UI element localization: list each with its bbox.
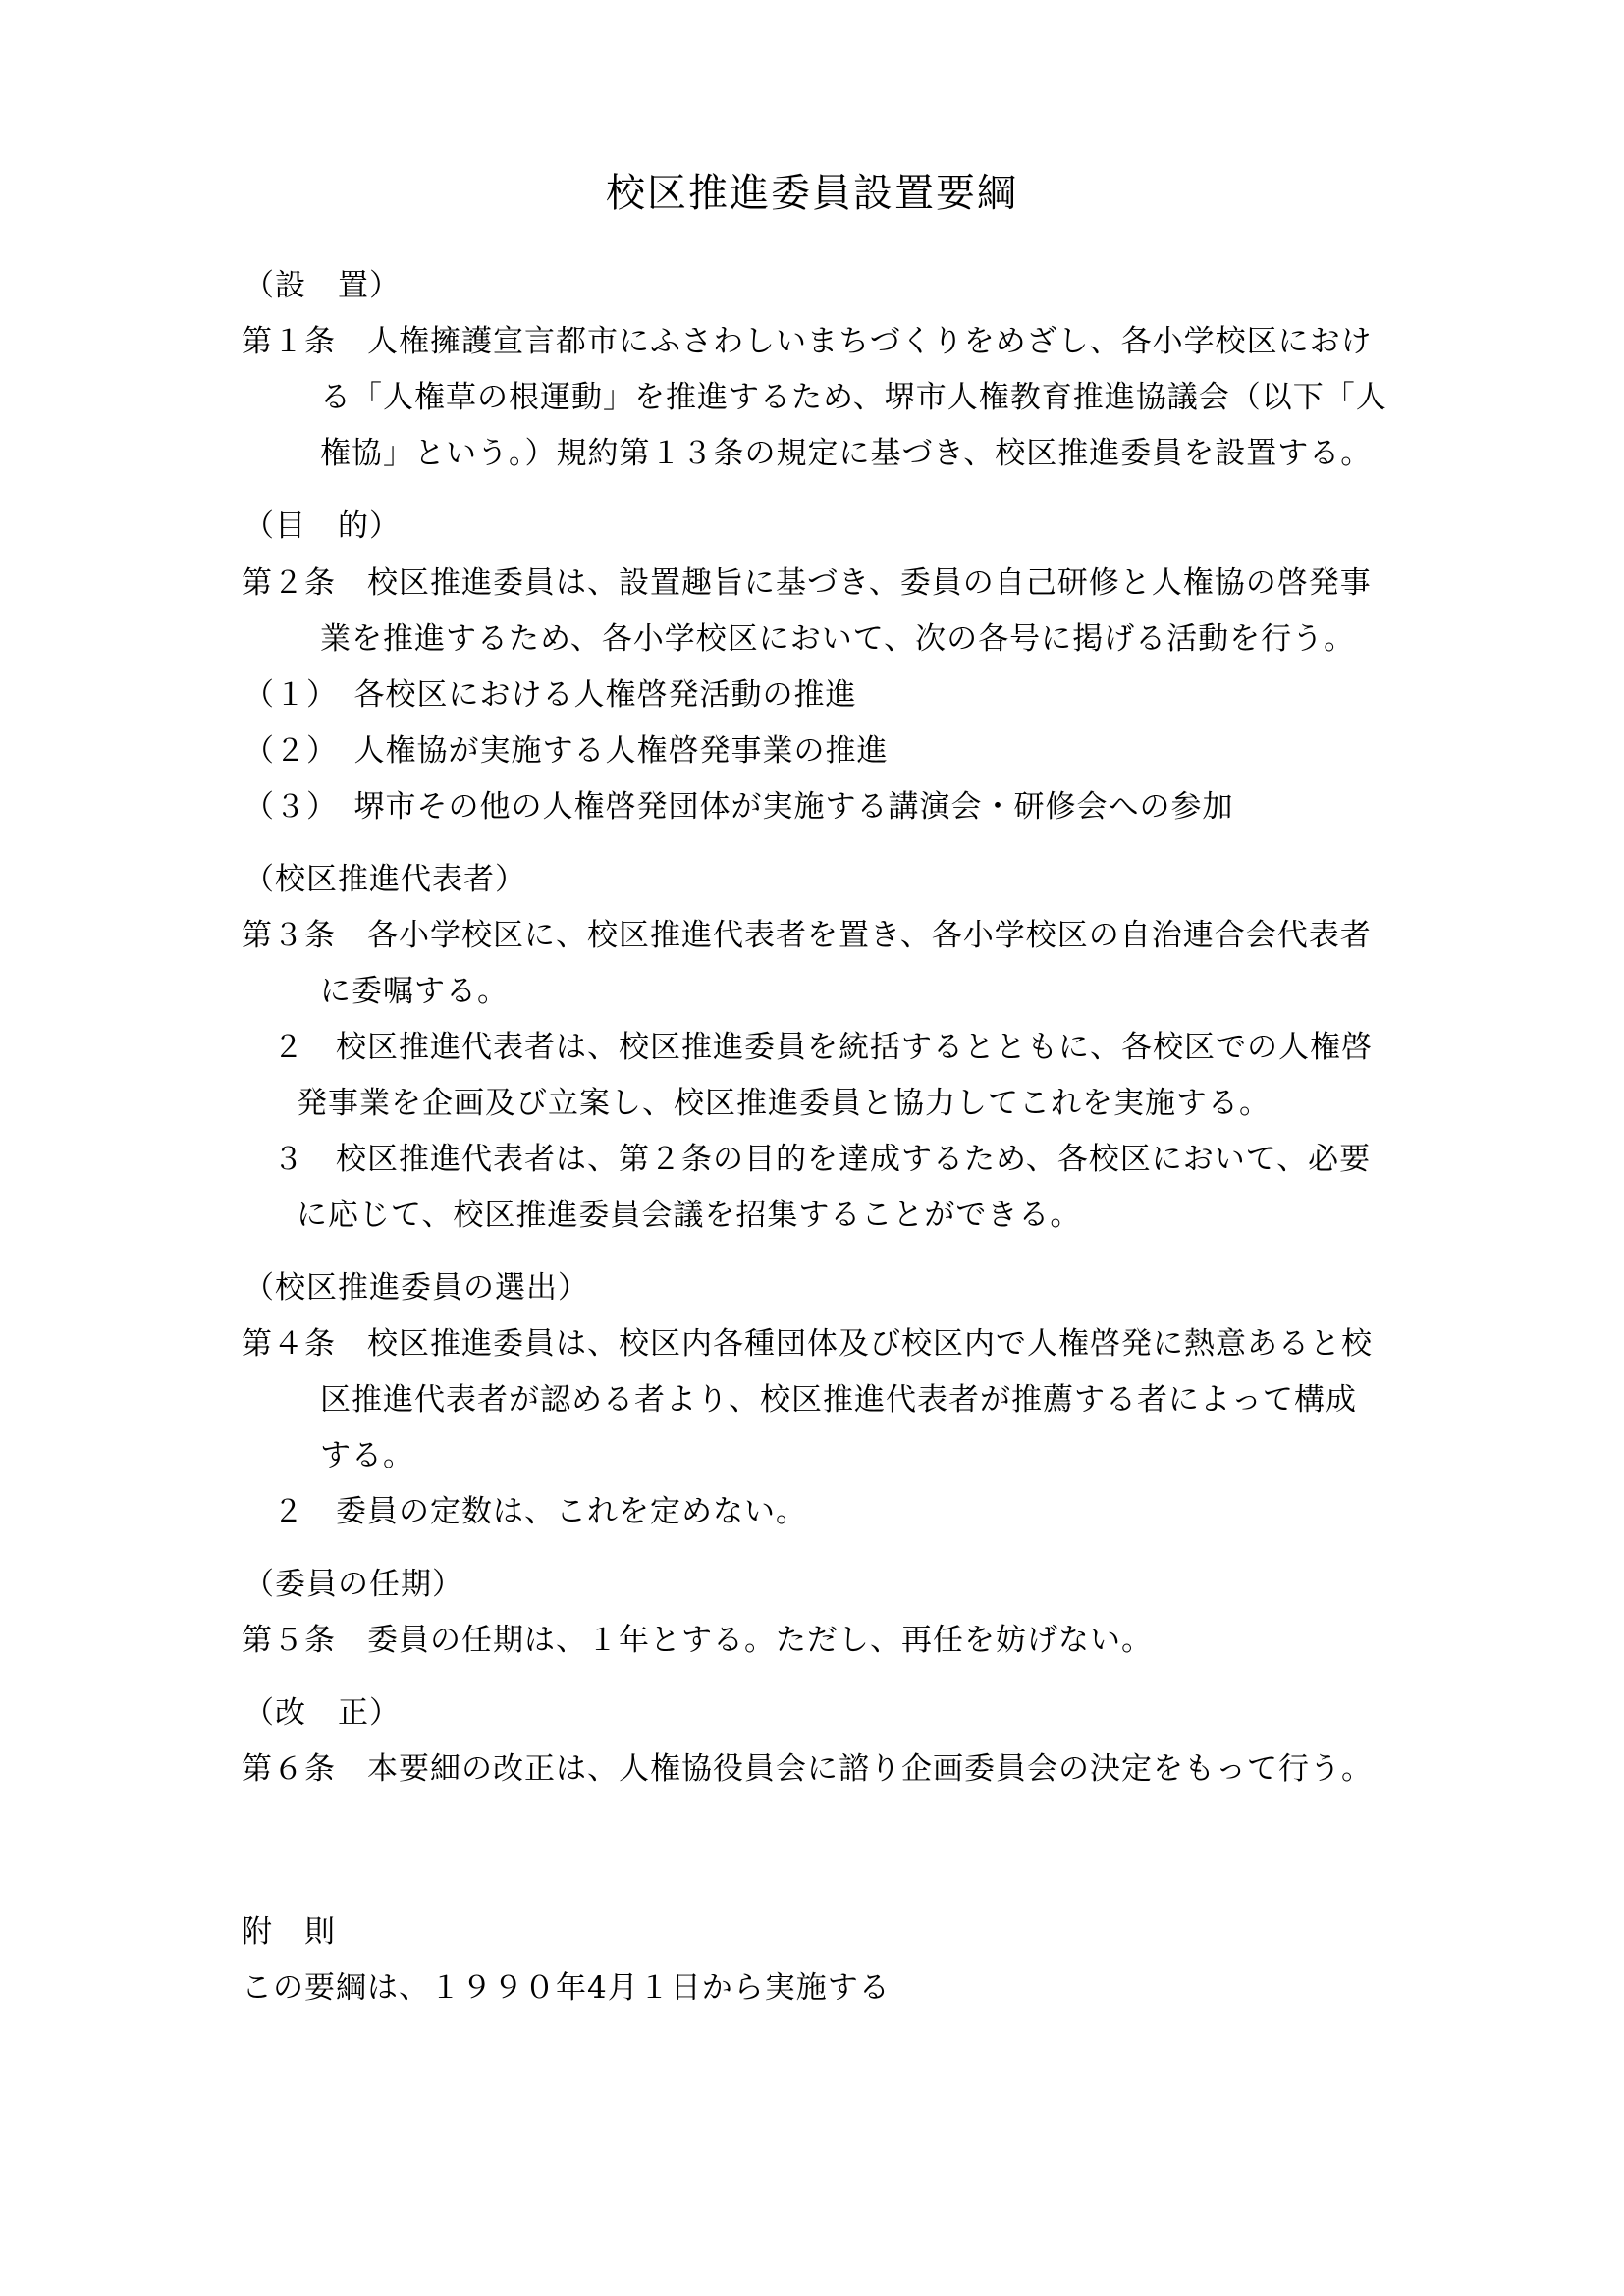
article4-heading: （校区推進委員の選出）: [244, 1270, 589, 1306]
article6-heading: （改 正）: [244, 1695, 401, 1731]
document-title: 校区推進委員設置要綱: [606, 171, 1018, 216]
article2-heading: （目 的）: [244, 508, 401, 544]
article4-line-3: する。: [320, 1438, 414, 1473]
article1-line-3: 権協」という。）規約第１３条の規定に基づき、校区推進委員を設置する。: [320, 436, 1373, 471]
article4-paragraph-2: ２ 委員の定数は、これを定めない。: [273, 1494, 807, 1529]
article4-line-2: 区推進代表者が認める者より、校区推進代表者が推薦する者によって構成: [320, 1382, 1357, 1417]
article1-line-2: る「人権草の根運動」を推進するため、堺市人権教育推進協議会（以下「人: [320, 380, 1387, 415]
article5-heading: （委員の任期）: [244, 1567, 463, 1602]
article3-paragraph-2-line-1: ２ 校区推進代表者は、校区推進委員を統括するとともに、各校区での人権啓: [273, 1030, 1373, 1065]
article5-line-1: 第５条 委員の任期は、１年とする。ただし、再任を妨げない。: [242, 1623, 1153, 1658]
article2-item-2: （２） 人権協が実施する人権啓発事業の推進: [244, 733, 889, 769]
article2-line-1: 第２条 校区推進委員は、設置趣旨に基づき、委員の自己研修と人権協の啓発事: [242, 565, 1372, 601]
article3-heading: （校区推進代表者）: [244, 862, 526, 897]
article3-line-2: に委嘱する。: [320, 974, 509, 1009]
article3-paragraph-2-line-2: 発事業を企画及び立案し、校区推進委員と協力してこれを実施する。: [297, 1086, 1271, 1121]
supplementary-text: この要綱は、１９９０年4月１日から実施する: [242, 1970, 891, 2005]
article3-paragraph-3-line-2: に応じて、校区推進委員会議を招集することができる。: [297, 1198, 1082, 1233]
article6-line-1: 第６条 本要細の改正は、人権協役員会に諮り企画委員会の決定をもって行う。: [242, 1751, 1373, 1787]
article4-line-1: 第４条 校区推進委員は、校区内各種団体及び校区内で人権啓発に熱意あると校: [242, 1326, 1373, 1362]
article1-heading: （設 置）: [244, 268, 401, 303]
article2-item-3: （３） 堺市その他の人権啓発団体が実施する講演会・研修会への参加: [244, 789, 1234, 825]
article3-paragraph-3-line-1: ３ 校区推進代表者は、第２条の目的を達成するため、各校区において、必要: [273, 1142, 1372, 1177]
article2-item-1: （１） 各校区における人権啓発活動の推進: [244, 677, 857, 713]
article3-line-1: 第３条 各小学校区に、校区推進代表者を置き、各小学校区の自治連合会代表者: [242, 918, 1372, 953]
article2-line-2: 業を推進するため、各小学校区において、次の各号に掲げる活動を行う。: [320, 621, 1356, 657]
article1-line-1: 第１条 人権擁護宣言都市にふさわしいまちづくりをめざし、各小学校区におけ: [242, 324, 1373, 359]
supplementary-heading: 附 則: [242, 1914, 336, 1949]
